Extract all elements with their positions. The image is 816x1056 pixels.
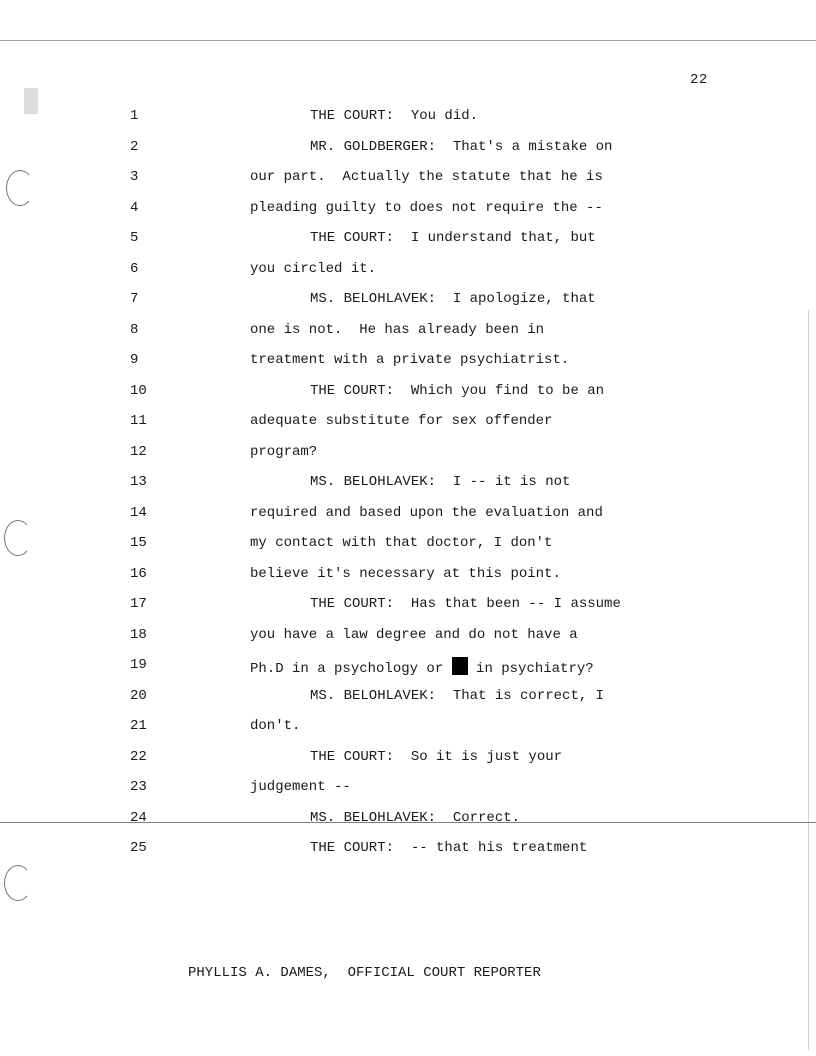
transcript-line [0, 505, 816, 529]
line-text: MS. BELOHLAVEK: I -- it is not [310, 474, 571, 490]
punch-hole-bottom [4, 865, 32, 901]
transcript-line [0, 657, 816, 681]
line-number: 22 [130, 749, 147, 765]
line-number: 2 [130, 139, 139, 155]
transcript-line [0, 230, 816, 254]
line-text: you circled it. [250, 261, 377, 277]
line-number: 6 [130, 261, 139, 277]
transcript-line [0, 291, 816, 315]
line-text: THE COURT: You did. [310, 108, 479, 124]
line-text: pleading guilty to does not require the -- [250, 200, 603, 216]
transcript-line [0, 444, 816, 468]
line-number: 17 [130, 596, 147, 612]
line-number: 18 [130, 627, 147, 643]
line-text: one is not. He has already been in [250, 322, 545, 338]
line-text: judgement -- [250, 779, 351, 795]
line-text: my contact with that doctor, I don't [250, 535, 553, 551]
transcript-line [0, 566, 816, 590]
transcript-line [0, 627, 816, 651]
line-number: 12 [130, 444, 147, 460]
transcript-line [0, 413, 816, 437]
line-text-before-redaction: Ph.D in a psychology or [250, 661, 444, 677]
line-text: THE COURT: So it is just your [310, 749, 563, 765]
transcript-line [0, 322, 816, 346]
line-number: 11 [130, 413, 147, 429]
transcript-line [0, 139, 816, 163]
transcript-line [0, 749, 816, 773]
line-text [250, 657, 594, 677]
transcript-line [0, 596, 816, 620]
line-number: 7 [130, 291, 139, 307]
transcript-line [0, 810, 816, 834]
line-text: don't. [250, 718, 301, 734]
line-number: 10 [130, 383, 147, 399]
line-text: program? [250, 444, 318, 460]
line-text: our part. Actually the statute that he is [250, 169, 603, 185]
line-number: 14 [130, 505, 147, 521]
top-rule [0, 40, 816, 41]
line-text: THE COURT: I understand that, but [310, 230, 596, 246]
line-text: required and based upon the evaluation and [250, 505, 603, 521]
line-number: 19 [130, 657, 147, 673]
line-number: 3 [130, 169, 139, 185]
transcript-line [0, 169, 816, 193]
line-number: 16 [130, 566, 147, 582]
line-number: 23 [130, 779, 147, 795]
line-text: you have a law degree and do not have a [250, 627, 578, 643]
transcript-line [0, 840, 816, 864]
line-number: 1 [130, 108, 139, 124]
line-number: 5 [130, 230, 139, 246]
page-number: 22 [690, 72, 708, 88]
transcript-line [0, 718, 816, 742]
line-number: 4 [130, 200, 139, 216]
line-number: 25 [130, 840, 147, 856]
line-text: MS. BELOHLAVEK: That is correct, I [310, 688, 605, 704]
line-number: 13 [130, 474, 147, 490]
transcript-line [0, 779, 816, 803]
line-text: treatment with a private psychiatrist. [250, 352, 570, 368]
transcript-line [0, 200, 816, 224]
court-reporter-footer: PHYLLIS A. DAMES, OFFICIAL COURT REPORTER [188, 965, 541, 981]
line-number: 24 [130, 810, 147, 826]
line-text: MS. BELOHLAVEK: I apologize, that [310, 291, 596, 307]
line-number: 15 [130, 535, 147, 551]
transcript-line [0, 383, 816, 407]
transcript-line [0, 688, 816, 712]
transcript-line [0, 535, 816, 559]
line-text: THE COURT: Has that been -- I assume [310, 596, 621, 612]
line-text: THE COURT: Which you find to be an [310, 383, 605, 399]
line-text-after-redaction: in psychiatry? [476, 661, 594, 677]
line-text: believe it's necessary at this point. [250, 566, 561, 582]
line-text: MR. GOLDBERGER: That's a mistake on [310, 139, 613, 155]
transcript-line [0, 261, 816, 285]
line-text: MS. BELOHLAVEK: Correct. [310, 810, 521, 826]
line-number: 21 [130, 718, 147, 734]
transcript-line [0, 352, 816, 376]
transcript-line [0, 474, 816, 498]
line-number: 20 [130, 688, 147, 704]
line-number: 9 [130, 352, 139, 368]
redaction-block [452, 657, 468, 675]
line-text: THE COURT: -- that his treatment [310, 840, 588, 856]
transcript-line [0, 108, 816, 132]
line-number: 8 [130, 322, 139, 338]
line-text: adequate substitute for sex offender [250, 413, 553, 429]
